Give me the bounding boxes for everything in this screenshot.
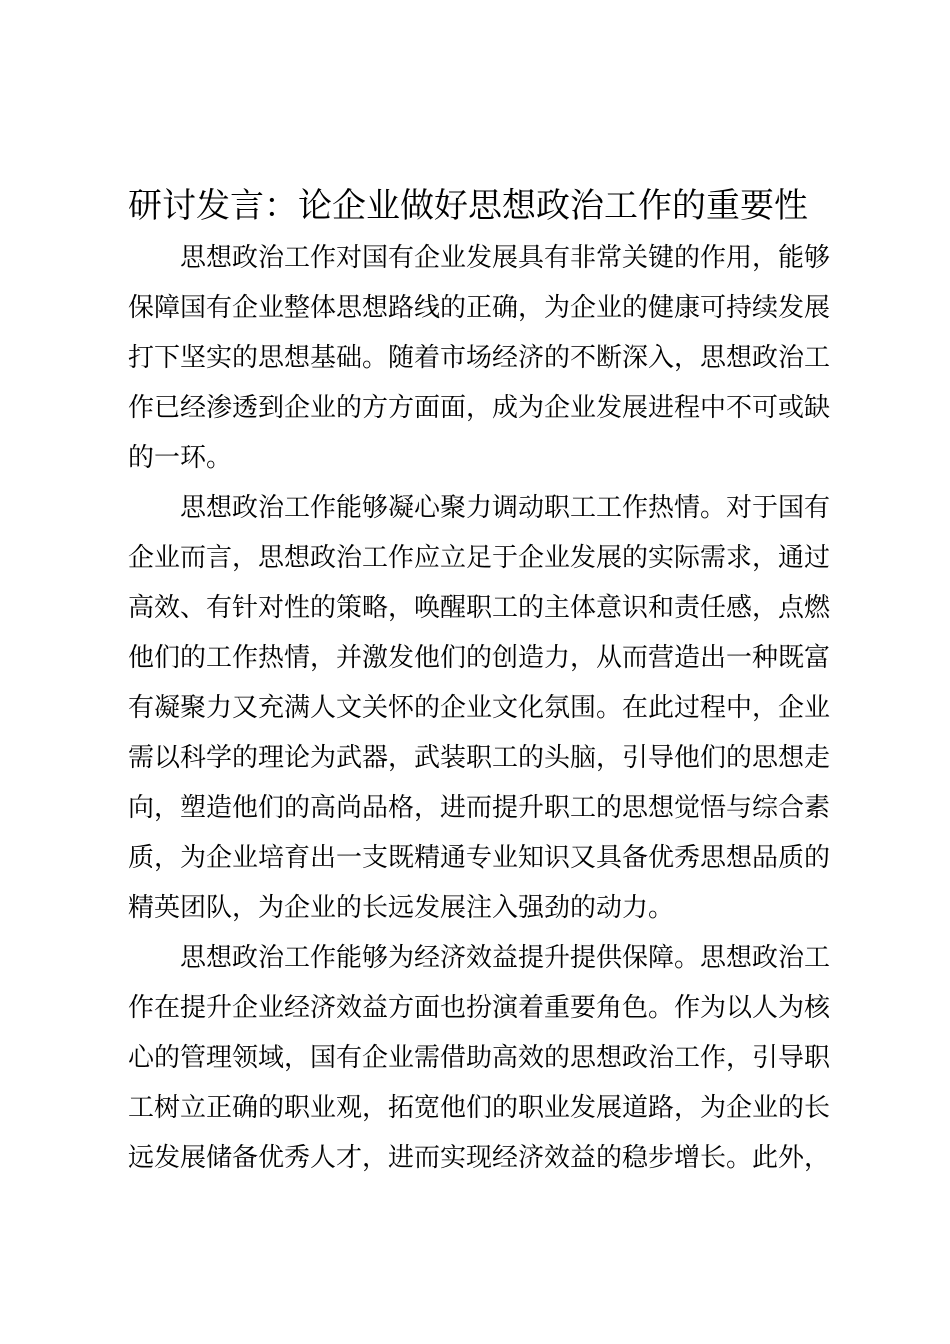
paragraph-intro: 思想政治工作对国有企业发展具有非常关键的作用，能够保障国有企业整体思想路线的正确，为企业的健康可持续发展打下坚实的思想基础。随着市场经济的不断深入，思想政治工作已经渗透到企业的方方面面，成为企业发展进程中不可或缺的一环。	[128, 243, 831, 473]
document-title: 研讨发言：论企业做好思想政治工作的重要性	[128, 186, 808, 226]
document-body	[128, 233, 830, 1183]
paragraph-economic-benefit: 思想政治工作能够为经济效益提升提供保障。思想政治工作在提升企业经济效益方面也扮演着重要角色。作为以人为核心的管理领域，国有企业需借助高效的思想政治工作，引导职工树立正确的职业观，拓宽他们的职业发展道路，为企业的长远发展储备优秀人才，进而实现经济效益的稳步增长。此外，	[128, 943, 831, 1173]
paragraph-cohesion: 思想政治工作能够凝心聚力调动职工工作热情。对于国有企业而言，思想政治工作应立足于企业发展的实际需求，通过高效、有针对性的策略，唤醒职工的主体意识和责任感，点燃他们的工作热情，并激发他们的创造力，从而营造出一种既富有凝聚力又充满人文关怀的企业文化氛围。在此过程中，企业需以科学的理论为武器，武装职工的头脑，引导他们的思想走向，塑造他们的高尚品格，进而提升职工的思想觉悟与综合素质，为企业培育出一支既精通专业知识又具备优秀思想品质的精英团队，为企业的长远发展注入强劲的动力。	[128, 493, 831, 923]
